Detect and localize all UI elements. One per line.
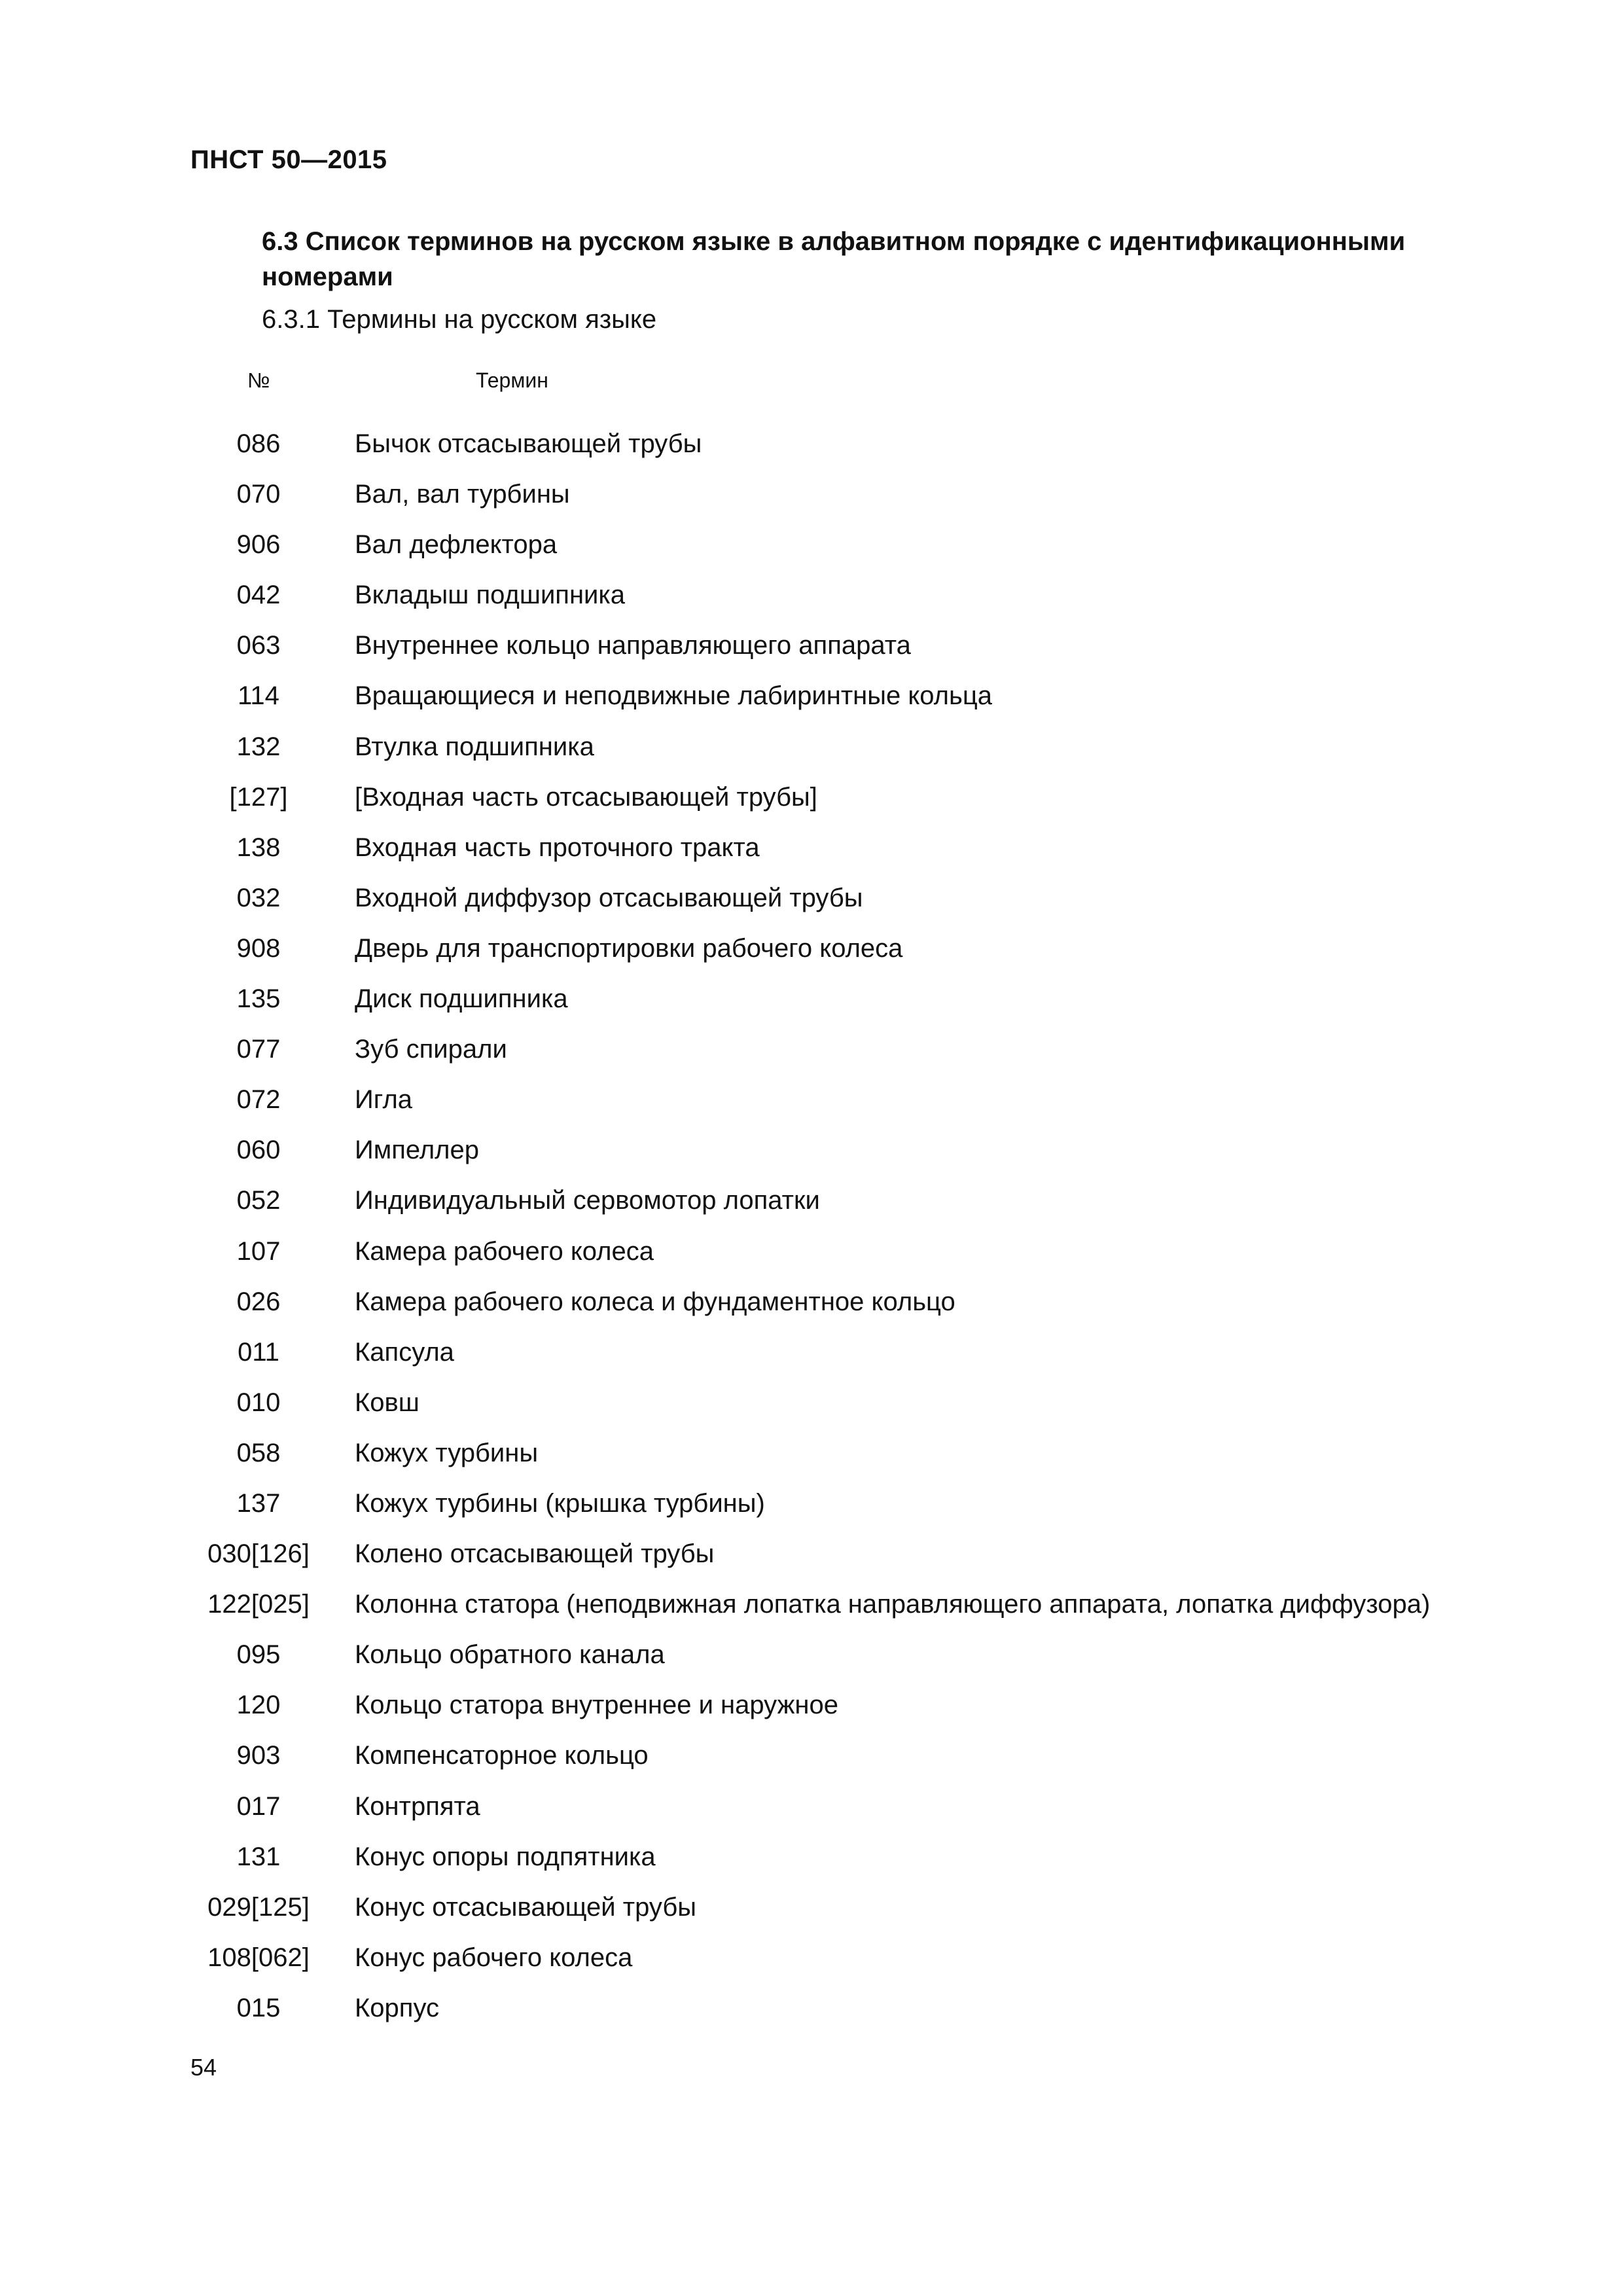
term-number: 042 bbox=[236, 581, 281, 610]
term-text: Камера рабочего колеса bbox=[355, 1236, 654, 1266]
term-number: 026 bbox=[236, 1287, 281, 1316]
term-row bbox=[0, 529, 1623, 579]
term-row bbox=[0, 1740, 1623, 1790]
term-number: 032 bbox=[236, 883, 281, 912]
term-number: 108[062] bbox=[207, 1943, 310, 1972]
term-row bbox=[0, 1185, 1623, 1235]
term-text: Конус рабочего колеса bbox=[355, 1943, 633, 1972]
term-number: 903 bbox=[236, 1741, 281, 1770]
term-row bbox=[0, 1639, 1623, 1689]
term-row bbox=[0, 1538, 1623, 1588]
column-header-term: Термин bbox=[476, 368, 548, 392]
term-number: 095 bbox=[236, 1640, 281, 1670]
term-number: 107 bbox=[236, 1236, 281, 1266]
term-text: Кожух турбины (крышка турбины) bbox=[355, 1488, 765, 1518]
term-row bbox=[0, 1791, 1623, 1841]
term-text: Вращающиеся и неподвижные лабиринтные кольца bbox=[355, 681, 993, 711]
term-row bbox=[0, 1689, 1623, 1740]
term-row bbox=[0, 1437, 1623, 1488]
term-text: Импеллер bbox=[355, 1136, 479, 1165]
term-number: 906 bbox=[236, 530, 281, 560]
term-number: 029[125] bbox=[207, 1892, 310, 1922]
term-row bbox=[0, 1286, 1623, 1336]
term-number: 086 bbox=[236, 429, 281, 458]
term-number: 030[126] bbox=[207, 1539, 310, 1569]
term-row bbox=[0, 731, 1623, 781]
term-number: 010 bbox=[236, 1388, 281, 1417]
section-heading: 6.3 Список терминов на русском языке в алфавитном порядке с идентификационными номерами bbox=[262, 227, 1406, 291]
term-row bbox=[0, 1134, 1623, 1185]
term-number: 138 bbox=[236, 833, 281, 862]
term-text: Контрпята bbox=[355, 1791, 480, 1821]
term-number: 060 bbox=[236, 1136, 281, 1165]
term-number: 908 bbox=[236, 933, 281, 963]
term-row bbox=[0, 1084, 1623, 1134]
term-row bbox=[0, 781, 1623, 832]
term-text: Конус опоры подпятника bbox=[355, 1842, 656, 1871]
term-text: Игла bbox=[355, 1085, 413, 1115]
term-row bbox=[0, 478, 1623, 529]
terms-list bbox=[0, 428, 1623, 2043]
term-row bbox=[0, 1488, 1623, 1538]
term-number: 120 bbox=[236, 1691, 281, 1720]
term-row bbox=[0, 1336, 1623, 1387]
term-text: Вал дефлектора bbox=[355, 530, 558, 560]
term-number: 132 bbox=[236, 732, 281, 761]
term-text: Вкладыш подшипника bbox=[355, 581, 626, 610]
term-number: 052 bbox=[236, 1186, 281, 1215]
term-text: Кожух турбины bbox=[355, 1438, 539, 1467]
page-number: 54 bbox=[190, 2054, 217, 2081]
term-row bbox=[0, 1841, 1623, 1892]
term-text: [Входная часть отсасывающей трубы] bbox=[355, 782, 817, 812]
term-row bbox=[0, 1387, 1623, 1437]
subsection-heading: 6.3.1 Термины на русском языке bbox=[262, 305, 657, 334]
term-text: Корпус bbox=[355, 1993, 440, 2022]
term-row bbox=[0, 630, 1623, 680]
term-text: Компенсаторное кольцо bbox=[355, 1741, 649, 1770]
term-text: Капсула bbox=[355, 1337, 454, 1367]
term-number: 063 bbox=[236, 631, 281, 660]
term-text: Колено отсасывающей трубы bbox=[355, 1539, 715, 1569]
term-number: 122[025] bbox=[207, 1590, 310, 1619]
term-text: Ковш bbox=[355, 1388, 419, 1417]
column-header-number: № bbox=[247, 368, 270, 392]
term-row bbox=[0, 579, 1623, 630]
term-number: 137 bbox=[236, 1488, 281, 1518]
term-row bbox=[0, 428, 1623, 478]
term-row bbox=[0, 1892, 1623, 1942]
term-text: Вал, вал турбины bbox=[355, 480, 570, 509]
term-text: Колонна статора (неподвижная лопатка направляющего аппарата, лопатка диффузора) bbox=[355, 1590, 1431, 1619]
term-row bbox=[0, 1942, 1623, 1992]
term-number: 114 bbox=[238, 681, 279, 711]
term-text: Входной диффузор отсасывающей трубы bbox=[355, 883, 863, 912]
term-text: Диск подшипника bbox=[355, 984, 568, 1014]
term-text: Зуб спирали bbox=[355, 1035, 507, 1064]
term-number: 077 bbox=[236, 1035, 281, 1064]
term-text: Втулка подшипника bbox=[355, 732, 594, 761]
term-text: Кольцо обратного канала bbox=[355, 1640, 665, 1670]
term-number: 015 bbox=[236, 1993, 281, 2022]
document-code: ПНСТ 50—2015 bbox=[190, 145, 387, 174]
term-number: 070 bbox=[236, 480, 281, 509]
term-text: Внутреннее кольцо направляющего аппарата bbox=[355, 631, 911, 660]
term-number: 135 bbox=[236, 984, 281, 1014]
term-text: Кольцо статора внутреннее и наружное bbox=[355, 1691, 838, 1720]
term-row bbox=[0, 1236, 1623, 1286]
term-row bbox=[0, 933, 1623, 983]
term-text: Камера рабочего колеса и фундаментное кольцо bbox=[355, 1287, 955, 1316]
term-number: 011 bbox=[238, 1337, 279, 1367]
term-text: Входная часть проточного тракта bbox=[355, 833, 760, 862]
term-text: Бычок отсасывающей трубы bbox=[355, 429, 702, 458]
term-number: 131 bbox=[236, 1842, 281, 1871]
term-row bbox=[0, 680, 1623, 730]
term-row bbox=[0, 882, 1623, 933]
term-text: Дверь для транспортировки рабочего колеса bbox=[355, 933, 903, 963]
term-number: 058 bbox=[236, 1438, 281, 1467]
term-row bbox=[0, 1033, 1623, 1084]
term-text: Индивидуальный сервомотор лопатки bbox=[355, 1186, 820, 1215]
term-number: [127] bbox=[229, 782, 288, 812]
term-number: 017 bbox=[236, 1791, 281, 1821]
term-row bbox=[0, 1588, 1623, 1639]
term-row bbox=[0, 832, 1623, 882]
term-row bbox=[0, 1992, 1623, 2043]
term-text: Конус отсасывающей трубы bbox=[355, 1892, 696, 1922]
term-number: 072 bbox=[236, 1085, 281, 1115]
term-row bbox=[0, 983, 1623, 1033]
